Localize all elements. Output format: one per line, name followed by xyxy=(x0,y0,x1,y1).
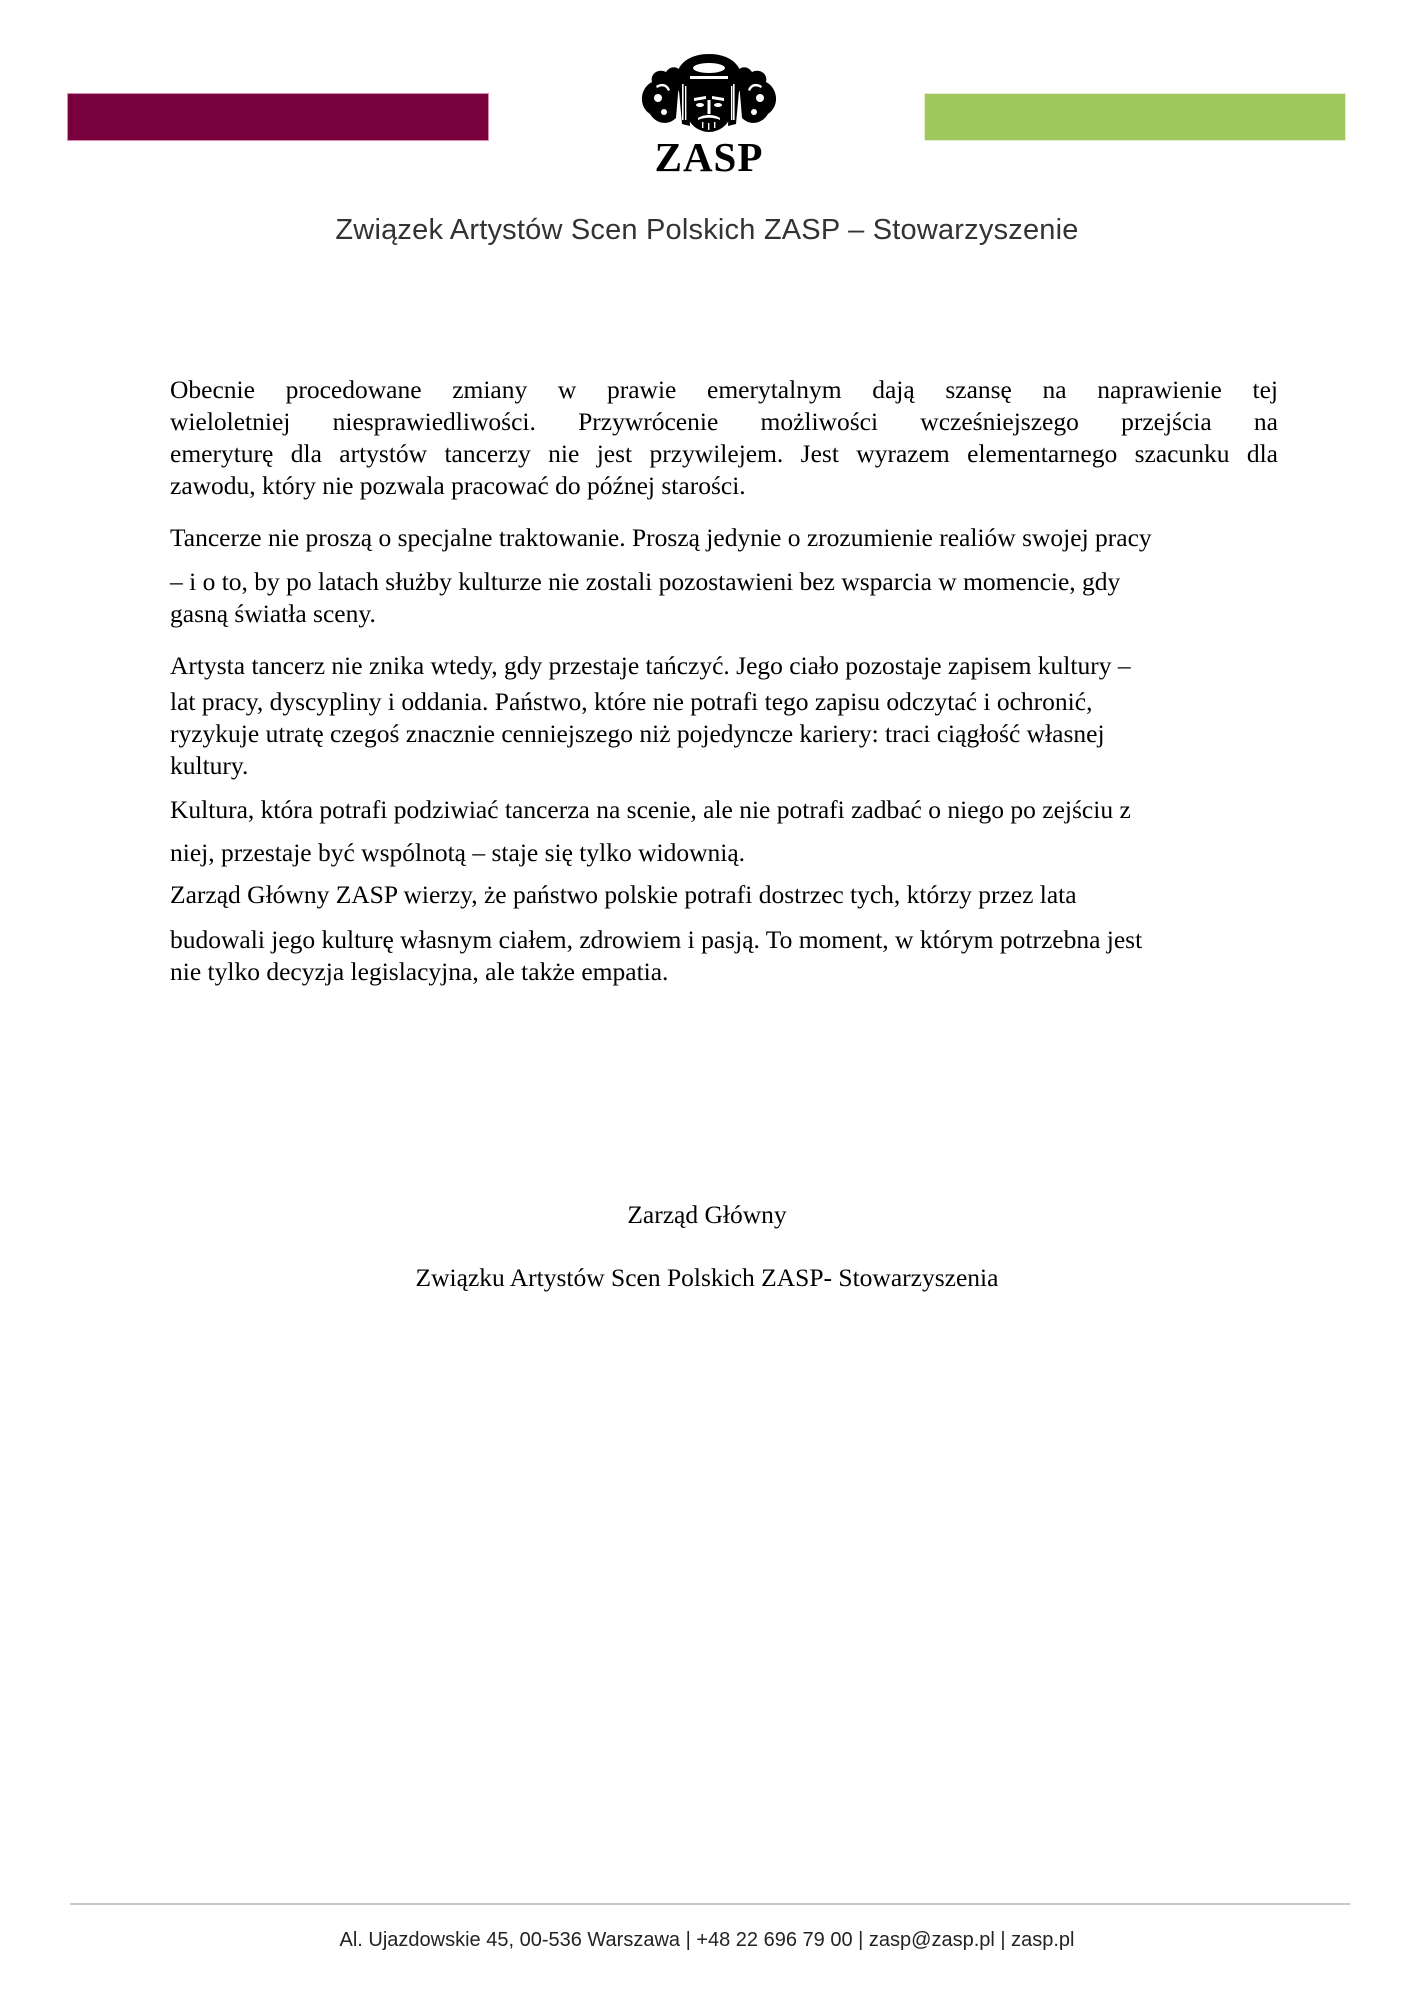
signature-line-1: Zarząd Główny xyxy=(627,1200,787,1229)
paragraph-line: zawodu, który nie pozwala pracować do późnej starości. xyxy=(170,471,746,500)
logo-wordmark: ZASP xyxy=(654,134,764,180)
footer-contact: Al. Ujazdowskie 45, 00-536 Warszawa | +48 22 696 79 00 | zasp@zasp.pl | zasp.pl xyxy=(339,1929,1075,1951)
paragraph-line: Tancerze nie proszą o specjalne traktowanie. Proszą jedynie o zrozumienie realiów swojej pracy xyxy=(170,523,1152,552)
paragraph-line: gasną światła sceny. xyxy=(170,599,376,628)
paragraph-line: Artysta tancerz nie znika wtedy, gdy przestaje tańczyć. Jego ciało pozostaje zapisem kultury – xyxy=(170,651,1131,680)
organization-name: Związek Artystów Scen Polskich ZASP – Stowarzyszenie xyxy=(335,214,1079,246)
paragraph-line: kultury. xyxy=(170,751,249,780)
paragraph-line: budowali jego kulturę własnym ciałem, zdrowiem i pasją. To moment, w którym potrzebna jest xyxy=(170,925,1143,954)
letterhead-bar-right xyxy=(925,94,1345,140)
zasp-logo xyxy=(636,52,782,180)
paragraph-line: Zarząd Główny ZASP wierzy, że państwo polskie potrafi dostrzec tych, którzy przez lata xyxy=(170,880,1077,909)
paragraph-line: emeryturę dla artystów tancerzy nie jest przywilejem. Jest wyrazem elementarnego szacunku dla xyxy=(170,439,1278,468)
paragraph-line: Kultura, która potrafi podziwiać tancerza na scenie, ale nie potrafi zadbać o niego po zejściu z xyxy=(170,795,1131,824)
paragraph-line: wieloletniej niesprawiedliwości. Przywrócenie możliwości wcześniejszego przejścia na xyxy=(170,407,1278,436)
footer-divider xyxy=(70,1903,1350,1905)
paragraph-line: lat pracy, dyscypliny i oddania. Państwo, które nie potrafi tego zapisu odczytać i ochronić, xyxy=(170,687,1093,716)
paragraph-line: – i o to, by po latach służby kulturze nie zostali pozostawieni bez wsparcia w momencie, gdy xyxy=(170,567,1121,596)
paragraph-line: Obecnie procedowane zmiany w prawie emerytalnym dają szansę na naprawienie tej xyxy=(170,375,1278,404)
theater-mask-emblem-icon xyxy=(636,52,782,132)
paragraph-line: ryzykuje utratę czegoś znacznie cenniejszego niż pojedyncze kariery: traci ciągłość własnej xyxy=(170,719,1105,748)
paragraph-line: niej, przestaje być wspólnotą – staje się tylko widownią. xyxy=(170,838,746,867)
letterhead-bar-left xyxy=(68,94,488,140)
paragraph-line: nie tylko decyzja legislacyjna, ale także empatia. xyxy=(170,957,669,986)
signature-line-2: Związku Artystów Scen Polskich ZASP- Stowarzyszenia xyxy=(415,1263,999,1292)
